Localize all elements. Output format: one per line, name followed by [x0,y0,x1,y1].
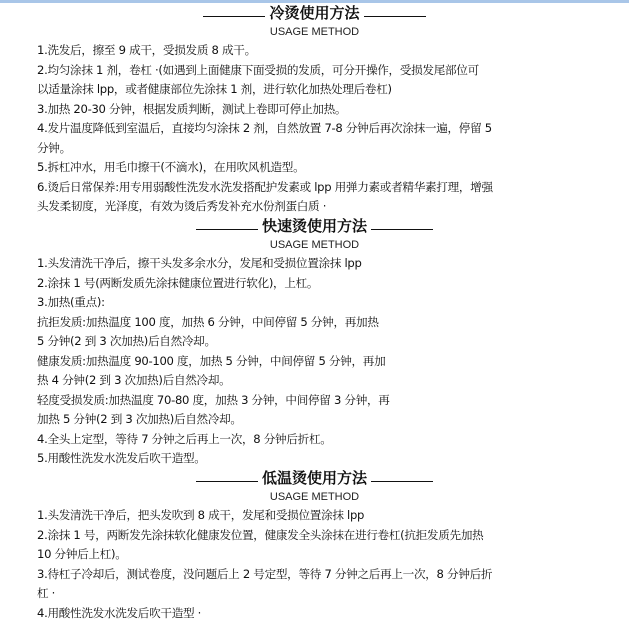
title-rule-left [203,3,265,17]
section-subtitle: USAGE METHOD [269,491,360,503]
instruction-line: 1.洗发后，擦至 9 成干，受损发质 8 成干。 [37,43,256,57]
section-title [0,468,629,488]
instruction-line: 4.全头上定型，等待 7 分钟之后再上一次，8 分钟后折杠。 [37,431,332,446]
title-rule-right [371,468,433,482]
title-rule-left [196,468,258,482]
section-title [0,216,629,236]
instruction-line: 5 分钟(2 到 3 次加热)后自然冷却。 [37,334,216,348]
title-rule-right [371,216,433,230]
instruction-line: 5.用酸性洗发水洗发后吹干造型。 [37,451,206,465]
section-quick-perm [0,216,629,469]
instruction-line: 健康发质:加热温度 90-100 度，加热 5 分钟，中间停留 5 分钟，再加 [37,353,386,368]
instruction-line: 轻度受损发质:加热温度 70-80 度，加热 3 分钟，中间停留 3 分钟，再 [37,392,390,407]
instruction-line: 6.烫后日常保养:用专用弱酸性洗发水洗发搭配护发素或 lpp 用弹力素或者精华素打理，增强 [37,179,493,194]
instruction-line: 3.加热 20-30 分钟，根据发质判断，测试上卷即可停止加热。 [37,101,347,116]
instruction-line: 杠 · [37,586,56,600]
section-title-text: 低温烫使用方法 [261,469,367,487]
section-cold-perm [0,3,629,217]
instruction-line: 热 4 分钟(2 到 3 次加热)后自然冷却。 [37,373,231,387]
instruction-line: 分钟。 [37,140,71,155]
instruction-line: 1.头发清洗干净后，把头发吹到 8 成干，发尾和受损位置涂抹 lpp [37,508,365,522]
instruction-line: 以适量涂抹 lpp，或者健康部位先涂抹 1 剂，进行软化加热处理后卷杠) [37,82,392,96]
title-rule-right [364,3,426,17]
instruction-line: 2.涂抹 1 号(两断发质先涂抹健康位置进行软化)，上杠。 [37,275,319,290]
title-rule-left [196,216,258,230]
instruction-line: 3.加热(重点): [37,295,105,309]
section-subtitle: USAGE METHOD [269,239,360,251]
section-title-text: 冷烫使用方法 [269,4,360,22]
section-title-text: 快速烫使用方法 [261,217,367,235]
instruction-line: 2.涂抹 1 号，两断发先涂抹软化健康发位置，健康发全头涂抹在进行卷杠(抗拒发质先加热 [37,527,484,542]
section-title [0,3,629,23]
instruction-line: 2.均匀涂抹 1 剂，卷杠 ·(如遇到上面健康下面受损的发质，可分开操作，受损发尾部位可 [37,62,479,77]
instruction-line: 加热 5 分钟(2 到 3 次加热)后自然冷却。 [37,412,242,426]
instruction-line: 1.头发清洗干净后，擦干头发多余水分，发尾和受损位置涂抹 lpp [37,256,362,270]
instruction-line: 5.拆杠冲水，用毛巾擦干(不滴水)，在用吹风机造型。 [37,160,305,174]
instruction-line: 4.用酸性洗发水洗发后吹干造型 · [37,605,202,620]
section-low-temp-perm [0,468,629,623]
instruction-line: 头发柔韧度，光泽度，有效为烫后秀发补充水份剂蛋白质 · [37,199,327,213]
section-subtitle: USAGE METHOD [269,26,360,38]
instruction-line: 4.发片温度降低到室温后，直接均匀涂抹 2 剂，自然放置 7-8 分钟后再次涂抹一遍，停留 5 [37,121,492,135]
instruction-line: 3.待杠子冷却后，测试卷度，没问题后上 2 号定型，等待 7 分钟之后再上一次，8 分钟后折 [37,566,493,581]
instruction-line: 10 分钟后上杠)。 [37,547,127,561]
instruction-line: 抗拒发质:加热温度 100 度，加热 6 分钟，中间停留 5 分钟，再加热 [37,314,379,329]
